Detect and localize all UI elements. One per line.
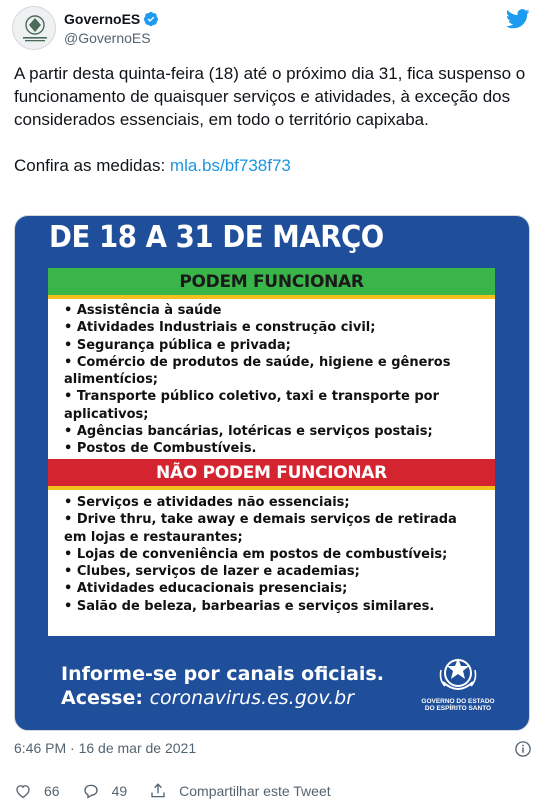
can-operate-header: PODEM FUNCIONAR <box>48 268 495 299</box>
comment-count: 49 <box>111 783 128 799</box>
list-item: • Assistência à saúde <box>64 303 222 318</box>
heart-icon <box>14 782 32 800</box>
tweet-link[interactable]: mla.bs/bf738f73 <box>169 156 291 175</box>
cannot-operate-header: NÃO PODEM FUNCIONAR <box>48 459 495 490</box>
list-item: • Drive thru, take away e demais serviços de retirada em lojas e restaurantes; <box>64 512 457 545</box>
government-seal <box>421 652 495 726</box>
info-url: coronavirus.es.gov.br <box>149 687 355 709</box>
reply-button[interactable] <box>82 782 128 800</box>
tweet-image-card[interactable] <box>14 215 530 731</box>
comment-icon <box>82 782 100 800</box>
info-prefix: Acesse: <box>61 687 150 709</box>
seal-line-2: DO ESPÍRITO SANTO <box>424 705 492 712</box>
list-item: • Comércio de produtos de saúde, higiene e gêneros alimentícios; <box>64 354 451 388</box>
list-item: • Clubes, serviços de lazer e academias; <box>64 564 360 580</box>
list-item: • Atividades Industriais e construção civil; <box>64 320 376 336</box>
share-icon <box>149 782 167 800</box>
list-item: • Serviços e atividades não essenciais; <box>64 495 350 510</box>
list-item: • Lojas de conveniência em postos de combustíveis; <box>64 546 448 562</box>
twitter-bird-icon[interactable] <box>506 8 530 30</box>
cannot-operate-list <box>48 490 495 619</box>
can-operate-list <box>48 299 495 459</box>
seal-line-1: GOVERNO DO ESTADO <box>421 698 495 705</box>
tweet-timestamp[interactable]: 6:46 PM · 16 de mar de 2021 <box>14 740 197 756</box>
like-button[interactable] <box>14 782 60 800</box>
info-line-2 <box>61 686 384 710</box>
list-item: • Agências bancárias, lotéricas e serviços postais; <box>64 424 433 440</box>
list-item: • Atividades educacionais presenciais; <box>64 581 348 597</box>
coat-of-arms-icon <box>435 652 481 698</box>
tweet-header <box>12 6 534 50</box>
like-count: 66 <box>44 783 60 799</box>
info-icon[interactable] <box>514 740 532 758</box>
list-item: • Salão de beleza, barbearias e serviços similares. <box>64 598 435 614</box>
card-title: DE 18 A 31 DE MARÇO <box>49 220 384 255</box>
measures-line <box>14 154 532 177</box>
measures-panel <box>48 268 495 636</box>
share-label: Compartilhar este Tweet <box>179 783 331 799</box>
tweet-text <box>14 62 532 200</box>
list-item: • Transporte público coletivo, taxi e transporte por aplicativos; <box>64 389 439 422</box>
tweet-actions <box>14 781 353 801</box>
info-line-1: Informe-se por canais oficiais. <box>61 663 384 685</box>
share-button[interactable] <box>149 782 330 800</box>
info-block <box>61 662 384 710</box>
avatar[interactable] <box>12 6 56 50</box>
list-item: • Postos de Combustíveis. <box>64 441 257 457</box>
handle[interactable]: @GovernoES <box>64 30 151 46</box>
verified-badge-icon <box>143 11 159 27</box>
display-name[interactable]: GovernoES <box>64 11 141 27</box>
tweet-body: A partir desta quinta-feira (18) até o próximo dia 31, fica suspenso o funcionamento de quaisquer serviços e atividades, à exceção dos considerados essenciais, em todo o território capixaba. <box>14 64 526 129</box>
es-government-seal-icon <box>13 7 56 50</box>
measures-prefix: Confira as medidas: <box>14 156 170 175</box>
list-item: • Segurança pública e privada; <box>64 337 291 353</box>
